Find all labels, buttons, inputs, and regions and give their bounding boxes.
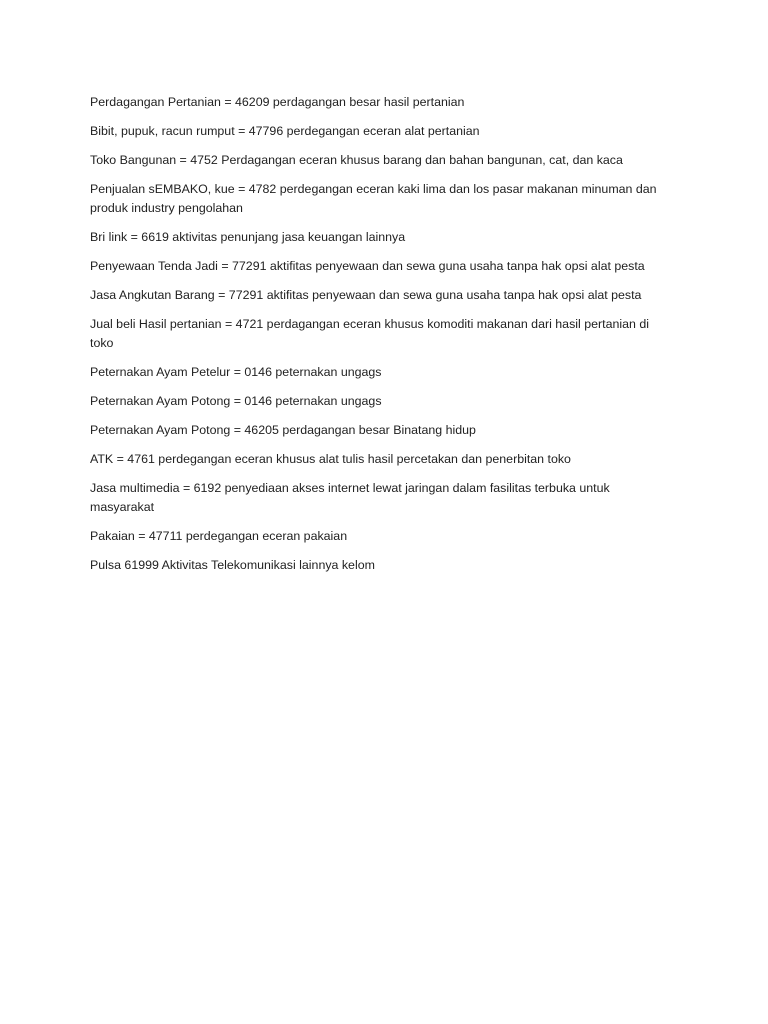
document-line: Peternakan Ayam Petelur = 0146 peternakan ungags bbox=[90, 365, 382, 379]
document-line: Toko Bangunan = 4752 Perdagangan eceran khusus barang dan bahan bangunan, cat, dan kaca bbox=[90, 153, 623, 167]
document-line: Penyewaan Tenda Jadi = 77291 aktifitas penyewaan dan sewa guna usaha tanpa hak opsi alat pesta bbox=[90, 259, 645, 273]
document-line: Jasa Angkutan Barang = 77291 aktifitas penyewaan dan sewa guna usaha tanpa hak opsi alat pesta bbox=[90, 288, 642, 302]
document-line: Jasa multimedia = 6192 penyediaan akses internet lewat jaringan dalam fasilitas terbuka untuk masyarakat bbox=[90, 481, 610, 514]
document-line: Bibit, pupuk, racun rumput = 47796 perdegangan eceran alat pertanian bbox=[90, 124, 480, 138]
document-line: Peternakan Ayam Potong = 46205 perdagangan besar Binatang hidup bbox=[90, 423, 476, 437]
document-line: Peternakan Ayam Potong = 0146 peternakan ungags bbox=[90, 394, 382, 408]
document-line: Jual beli Hasil pertanian = 4721 perdagangan eceran khusus komoditi makanan dari hasil pertanian di toko bbox=[90, 317, 649, 350]
document-line: ATK = 4761 perdegangan eceran khusus alat tulis hasil percetakan dan penerbitan toko bbox=[90, 452, 571, 466]
document-line: Bri link = 6619 aktivitas penunjang jasa keuangan lainnya bbox=[90, 230, 406, 244]
document-body bbox=[90, 93, 670, 585]
document-line: Pulsa 61999 Aktivitas Telekomunikasi lainnya kelom bbox=[90, 558, 375, 572]
document-line: Penjualan sEMBAKO, kue = 4782 perdegangan eceran kaki lima dan los pasar makanan minuman dan produk industry pengolahan bbox=[90, 182, 657, 215]
document-line: Pakaian = 47711 perdegangan eceran pakaian bbox=[90, 529, 348, 543]
document-line: Perdagangan Pertanian = 46209 perdagangan besar hasil pertanian bbox=[90, 95, 465, 109]
